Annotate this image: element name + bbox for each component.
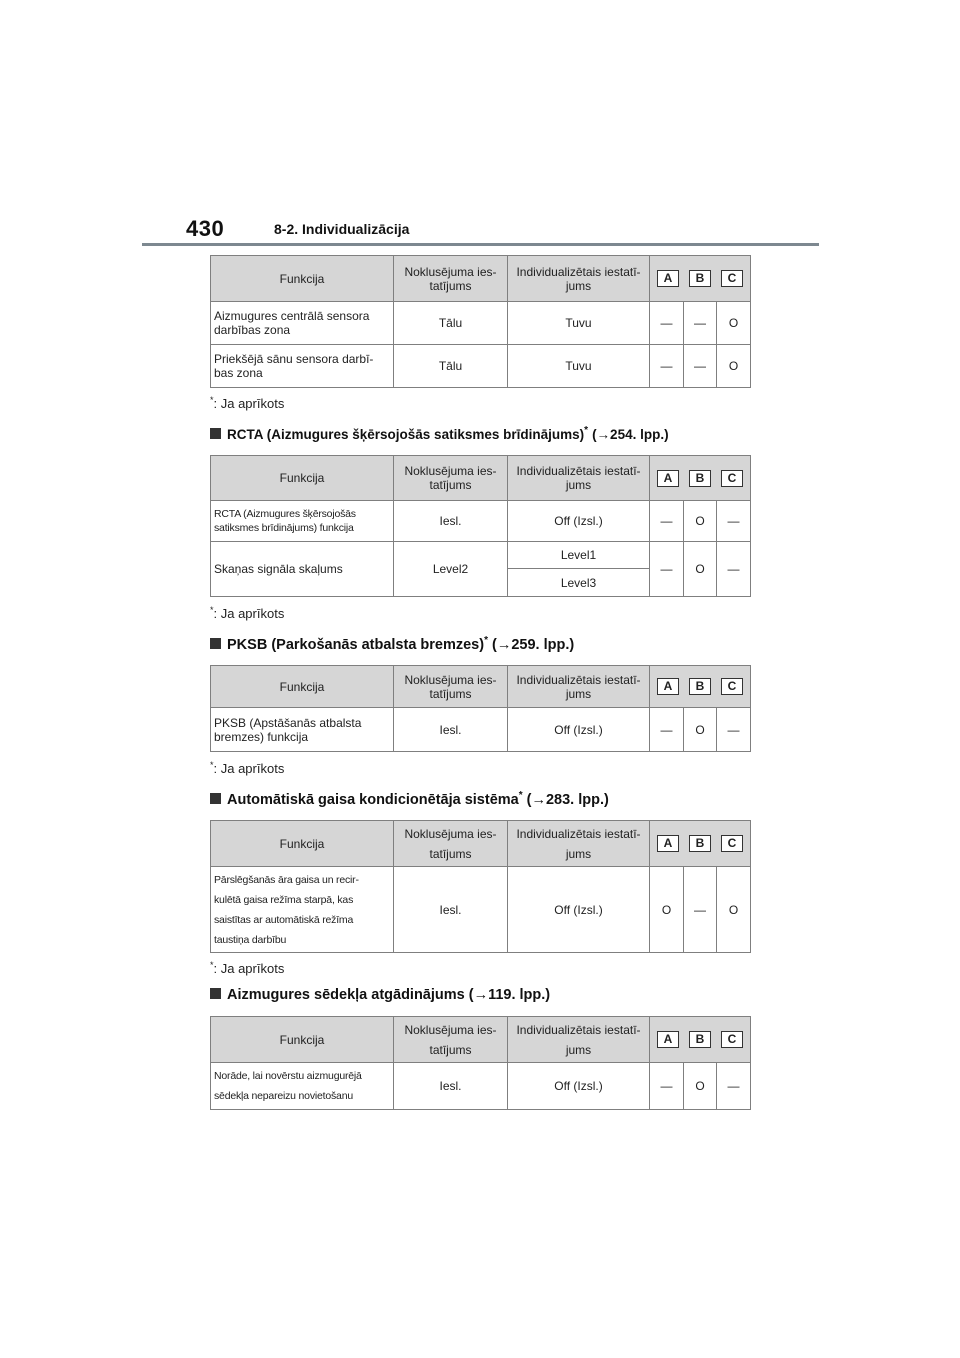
label-c-box: C	[721, 1031, 743, 1048]
default-cell: Iesl.	[394, 708, 508, 752]
heading-rear-seat: Aizmugures sēdekļa atgādinājums (→119. lpp.)	[210, 987, 550, 1003]
mark-b-cell: O	[684, 708, 717, 752]
square-bullet-icon	[210, 428, 221, 439]
table-row	[211, 302, 751, 345]
label-c-box: C	[721, 678, 743, 695]
label-a-box: A	[657, 835, 679, 852]
table-header-row	[211, 256, 751, 302]
footnote: *: Ja aprīkots	[210, 605, 285, 621]
column-header-custom: Individualizētais iestatī- jums	[508, 821, 650, 867]
column-header-default: Noklusējuma ies- tatījums	[394, 1017, 508, 1063]
header-divider	[142, 243, 819, 246]
mark-b-cell: —	[684, 345, 717, 388]
column-header-function: Funkcija	[211, 256, 394, 302]
table-row	[211, 542, 751, 569]
label-b-box: B	[689, 678, 711, 695]
settings-table-parking-sensor	[210, 255, 750, 388]
label-c-box: C	[721, 470, 743, 487]
custom-cell: Tuvu	[508, 302, 650, 345]
mark-a-cell: —	[650, 501, 684, 542]
label-b-box: B	[689, 1031, 711, 1048]
function-cell: PKSB (Apstāšanās atbalsta bremzes) funkcija	[211, 708, 394, 752]
column-header-custom: Individualizētais iestatī- jums	[508, 456, 650, 501]
column-header-abc	[650, 821, 751, 867]
mark-a-cell: —	[650, 542, 684, 597]
mark-b-cell: O	[684, 501, 717, 542]
label-a-box: A	[657, 1031, 679, 1048]
mark-a-cell: O	[650, 867, 684, 953]
label-a-box: A	[657, 270, 679, 287]
settings-table-rear-seat	[210, 1016, 750, 1110]
column-header-abc	[650, 666, 751, 708]
heading-climate: Automātiskā gaisa kondicionētāja sistēma* (→283. lpp.)	[210, 790, 609, 808]
table-row	[211, 345, 751, 388]
column-header-abc	[650, 256, 751, 302]
column-header-default: Noklusējuma ies- tatījums	[394, 256, 508, 302]
table-header-row	[211, 821, 751, 867]
mark-c-cell: O	[717, 867, 751, 953]
mark-c-cell: —	[717, 542, 751, 597]
custom-cell: Off (Izsl.)	[508, 1063, 650, 1110]
column-header-function: Funkcija	[211, 666, 394, 708]
mark-b-cell: —	[684, 302, 717, 345]
column-header-default: Noklusējuma ies- tatījums	[394, 821, 508, 867]
function-cell: Aizmugures centrālā sensora darbības zona	[211, 302, 394, 345]
page-number: 430	[186, 216, 225, 241]
table-header-row	[211, 456, 751, 501]
column-header-abc	[650, 1017, 751, 1063]
custom-cell: Off (Izsl.)	[508, 501, 650, 542]
section-title: 8-2. Individualizācija	[274, 221, 410, 237]
default-cell: Tālu	[394, 345, 508, 388]
function-cell: Priekšējā sānu sensora darbī- bas zona	[211, 345, 394, 388]
table-row	[211, 867, 751, 953]
footnote: *: Ja aprīkots	[210, 760, 285, 776]
heading-rcta: RCTA (Aizmugures šķērsojošās satiksmes brīdinājums)* (→254. lpp.)	[210, 425, 669, 443]
custom-cell: Level3	[508, 569, 650, 597]
default-cell: Iesl.	[394, 501, 508, 542]
custom-cell: Off (Izsl.)	[508, 867, 650, 953]
column-header-default: Noklusējuma ies- tatījums	[394, 456, 508, 501]
label-a-box: A	[657, 678, 679, 695]
table-header-row	[211, 1017, 751, 1063]
label-b-box: B	[689, 835, 711, 852]
column-header-function: Funkcija	[211, 821, 394, 867]
table-header-row	[211, 666, 751, 708]
column-header-default: Noklusējuma ies- tatījums	[394, 666, 508, 708]
mark-c-cell: —	[717, 1063, 751, 1110]
footnote: *: Ja aprīkots	[210, 395, 285, 411]
custom-cell: Tuvu	[508, 345, 650, 388]
column-header-custom: Individualizētais iestatī- jums	[508, 1017, 650, 1063]
label-a-box: A	[657, 470, 679, 487]
column-header-custom: Individualizētais iestatī- jums	[508, 666, 650, 708]
label-c-box: C	[721, 835, 743, 852]
square-bullet-icon	[210, 638, 221, 649]
mark-b-cell: O	[684, 1063, 717, 1110]
heading-pksb: PKSB (Parkošanās atbalsta bremzes)* (→259. lpp.)	[210, 635, 574, 653]
custom-cell: Off (Izsl.)	[508, 708, 650, 752]
square-bullet-icon	[210, 988, 221, 999]
settings-table-pksb	[210, 665, 750, 752]
label-c-box: C	[721, 270, 743, 287]
column-header-function: Funkcija	[211, 1017, 394, 1063]
column-header-function: Funkcija	[211, 456, 394, 501]
table-row	[211, 501, 751, 542]
default-cell: Tālu	[394, 302, 508, 345]
mark-c-cell: —	[717, 708, 751, 752]
custom-cell: Level1	[508, 542, 650, 569]
function-cell: Pārslēgšanās āra gaisa un recir- kulētā gaisa režīma starpā, kas saistītas ar automātiskā režīma taustiņa darbību	[211, 867, 394, 953]
mark-b-cell: O	[684, 542, 717, 597]
function-cell: Skaņas signāla skaļums	[211, 542, 394, 597]
settings-table-rcta	[210, 455, 750, 597]
mark-b-cell: —	[684, 867, 717, 953]
column-header-abc	[650, 456, 751, 501]
mark-a-cell: —	[650, 708, 684, 752]
label-b-box: B	[689, 470, 711, 487]
label-b-box: B	[689, 270, 711, 287]
table-row	[211, 1063, 751, 1110]
mark-c-cell: O	[717, 302, 751, 345]
mark-a-cell: —	[650, 1063, 684, 1110]
footnote: *: Ja aprīkots	[210, 960, 285, 976]
function-cell: Norāde, lai novērstu aizmugurējā sēdekļa nepareizu novietošanu	[211, 1063, 394, 1110]
function-cell: RCTA (Aizmugures šķērsojošās satiksmes brīdinājums) funkcija	[211, 501, 394, 542]
square-bullet-icon	[210, 793, 221, 804]
default-cell: Level2	[394, 542, 508, 597]
mark-a-cell: —	[650, 345, 684, 388]
settings-table-climate	[210, 820, 750, 953]
column-header-custom: Individualizētais iestatī- jums	[508, 256, 650, 302]
mark-c-cell: O	[717, 345, 751, 388]
mark-c-cell: —	[717, 501, 751, 542]
default-cell: Iesl.	[394, 1063, 508, 1110]
mark-a-cell: —	[650, 302, 684, 345]
default-cell: Iesl.	[394, 867, 508, 953]
table-row	[211, 708, 751, 752]
